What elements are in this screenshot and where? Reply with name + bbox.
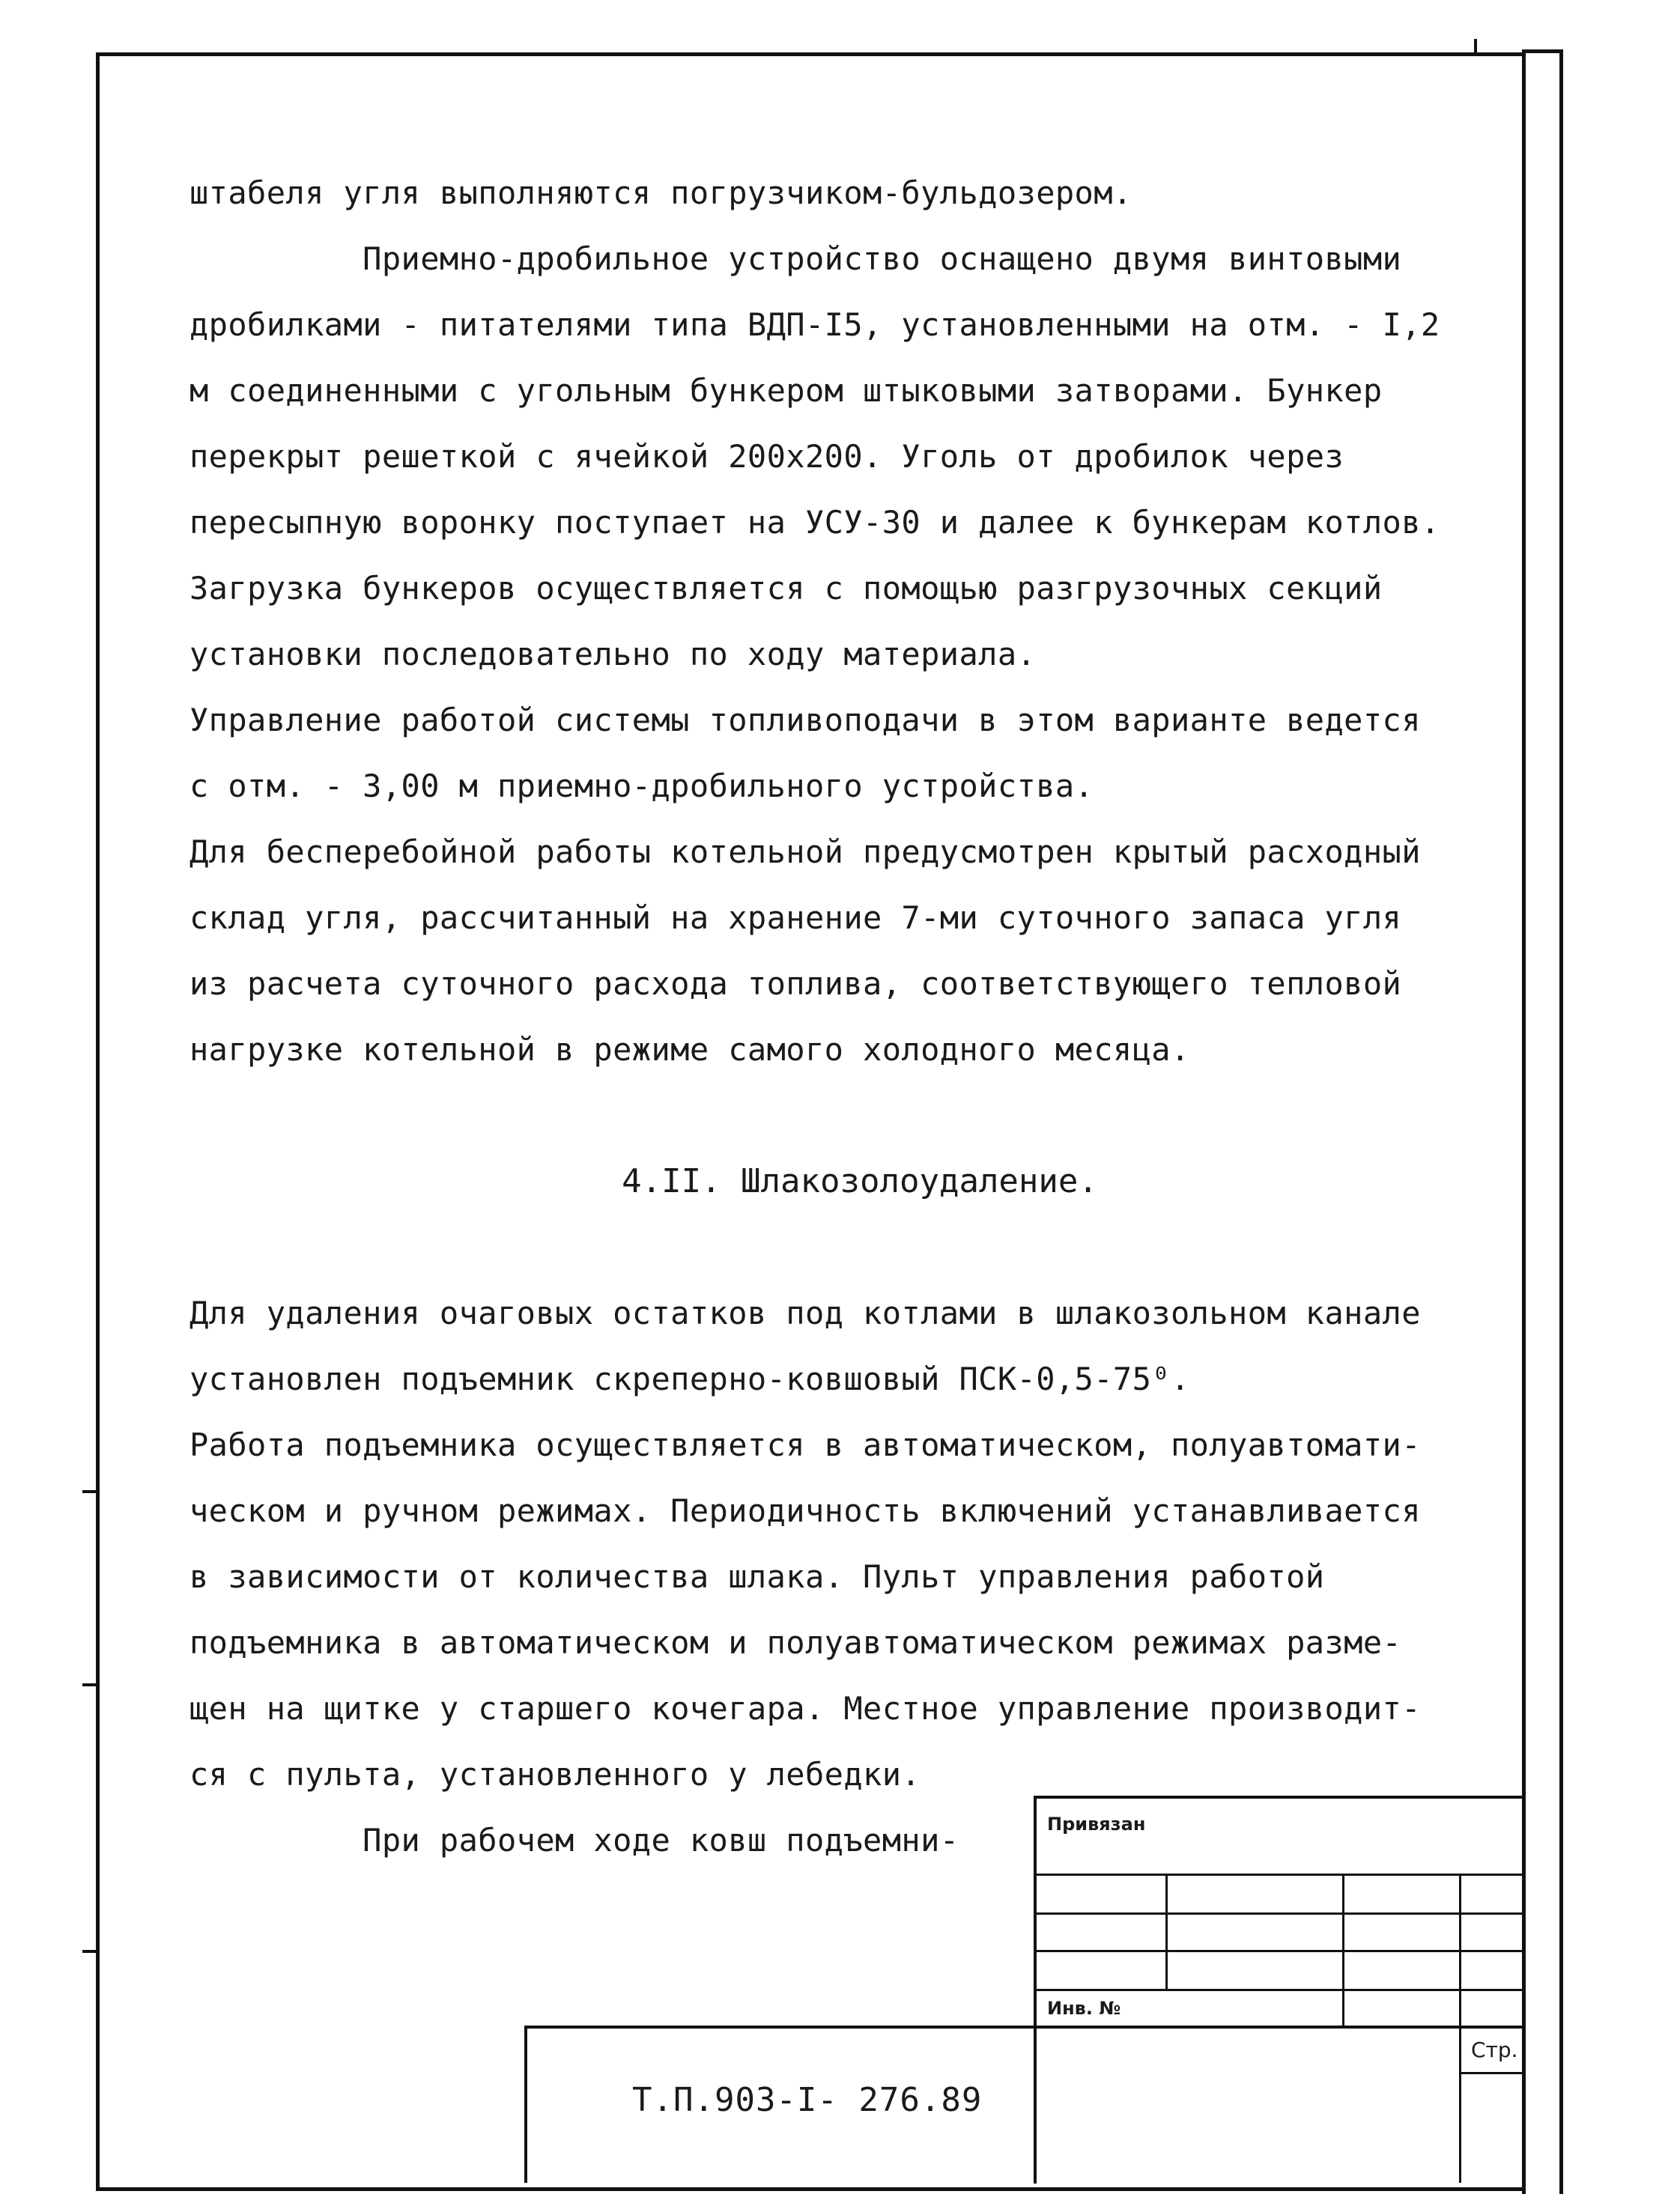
body-line: с отм. - 3,00 м приемно-дробильного устройства.: [189, 768, 1094, 804]
section-line: подъемника в автоматическом и полуавтоматическом режимах разме-: [189, 1624, 1402, 1661]
body-line: Загрузка бункеров осуществляется с помощью разгрузочных секций: [189, 570, 1383, 607]
page-cell-rule: [1459, 2072, 1525, 2074]
privyazan-label: Привязан: [1047, 1814, 1146, 1835]
section-line: установлен подъемник скреперно-ковшовый ПСК-0,5-75⁰.: [189, 1361, 1190, 1397]
stamp-rule: [1037, 1950, 1525, 1952]
section-heading: 4.II. Шлакозолоудаление.: [622, 1162, 1098, 1200]
page-label: Стр.: [1471, 2038, 1518, 2062]
document-body: [189, 160, 1508, 1874]
body-line: Управление работой системы топливоподачи в этом варианте ведется: [189, 702, 1421, 738]
section-line: При рабочем ходе ковш подъемни-: [189, 1822, 959, 1859]
body-line: м соединенными с угольным бункером штыковыми затворами. Бункер: [189, 372, 1383, 409]
stamp-rule: [1037, 1989, 1525, 1991]
stamp-column-rule: [1165, 1874, 1168, 1989]
body-line: Приемно-дробильное устройство оснащено двумя винтовыми: [189, 240, 1402, 277]
body-line: установки последовательно по ходу материала.: [189, 636, 1037, 672]
body-line: штабеля угля выполняются погрузчиком-бульдозером.: [189, 174, 1132, 211]
section-line: Работа подъемника осуществляется в автоматическом, полуавтомати-: [189, 1426, 1421, 1463]
stamp-rule: [1037, 1874, 1525, 1876]
binding-mark: [82, 1683, 96, 1686]
body-line: склад угля, рассчитанный на хранение 7-ми суточного запаса угля: [189, 899, 1402, 936]
document-code: Т.П.903-I- 276.89: [632, 2081, 983, 2119]
section-line: Для удаления очаговых остатков под котлами в шлакозольном канале: [189, 1295, 1421, 1331]
page-cell-rule: [1459, 2029, 1461, 2183]
binding-mark: [82, 1950, 96, 1953]
stamp-column-rule: [1342, 1874, 1344, 2026]
section-line: щен на щитке у старшего кочегара. Местное управление производит-: [189, 1690, 1421, 1727]
body-line: из расчета суточного расхода топлива, соответствующего тепловой: [189, 965, 1402, 1002]
stamp-rule: [1037, 1912, 1525, 1915]
stamp-column-rule: [1459, 1874, 1461, 2026]
inventory-number-label: Инв. №: [1047, 1998, 1121, 2019]
section-line: ческом и ручном режимах. Периодичность включений устанавливается: [189, 1492, 1421, 1529]
body-line: пересыпную воронку поступает на УСУ-30 и далее к бункерам котлов.: [189, 504, 1440, 541]
body-line: дробилками - питателями типа ВДП-I5, установленными на отм. - I,2: [189, 306, 1440, 343]
section-line: ся с пульта, установленного у лебедки.: [189, 1756, 921, 1793]
section-line: в зависимости от количества шлака. Пульт управления работой: [189, 1558, 1325, 1595]
body-line: Для бесперебойной работы котельной предусмотрен крытый расходный: [189, 833, 1421, 870]
frame-right-topline: [1522, 49, 1563, 53]
document-code-block: [524, 2026, 1525, 2183]
frame-right-outer-border: [1559, 52, 1563, 2194]
body-line: нагрузке котельной в режиме самого холодного месяца.: [189, 1031, 1190, 1068]
binding-mark: [82, 1490, 96, 1493]
body-line: перекрыт решеткой с ячейкой 200х200. Уголь от дробилок через: [189, 438, 1344, 475]
